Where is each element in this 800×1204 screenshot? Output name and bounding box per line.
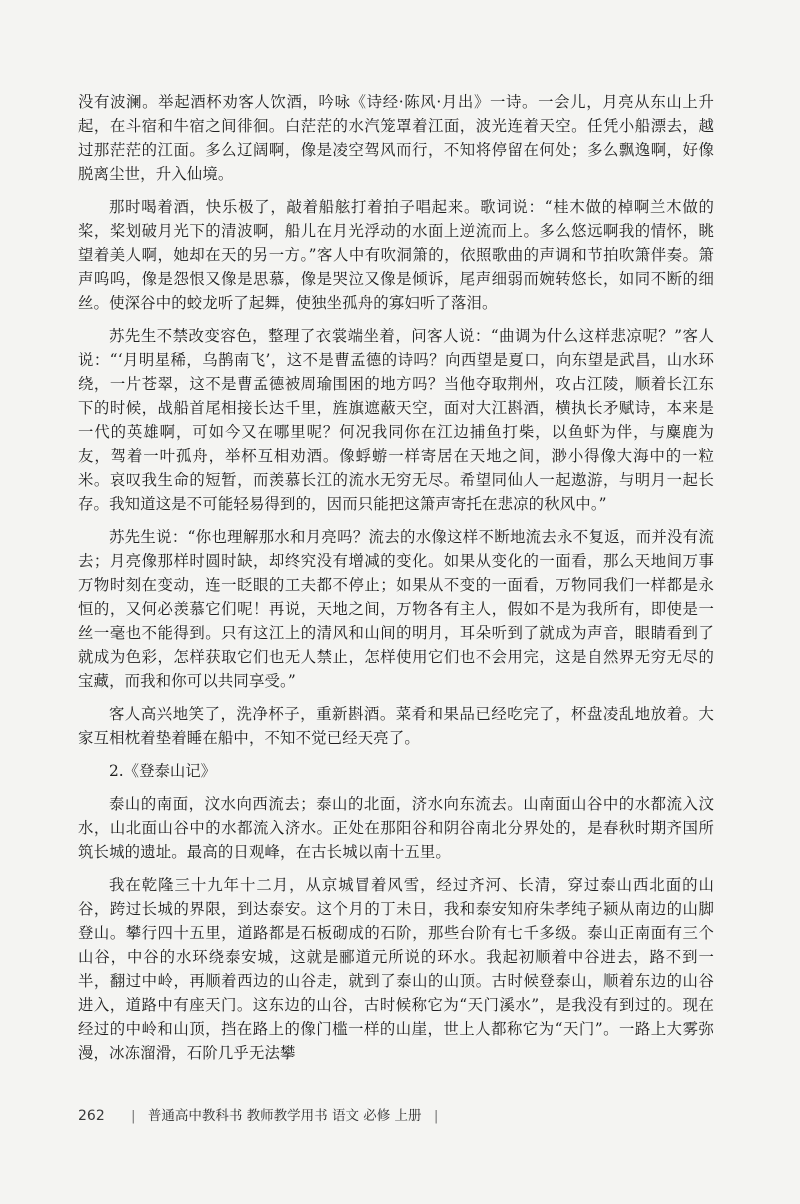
page-footer — [78, 1104, 446, 1124]
paragraph: 我在乾隆三十九年十二月，从京城冒着风雪，经过齐河、长清，穿过泰山西北面的山谷，跨过长城的界限，到达泰安。这个月的丁未日，我和泰安知府朱孝纯子颍从南边的山脚登山。攀行四十五里，道路都是石板砌成的石阶，那些台阶有七千多级。泰山正南面有三个山谷，中谷的水环绕泰安城，这就是郦道元所说的环水。我起初顺着中谷进去，路不到一半，翻过中岭，再顺着西边的山谷走，就到了泰山的山顶。古时候登泰山，顺着东边的山谷进入，道路中有座天门。这东边的山谷，古时候称它为“天门溪水”，是我没有到过的。现在经过的中岭和山顶，挡在路上的像门槛一样的山崖，世上人都称它为“天门”。一路上大雾弥漫，冰冻溜滑，石阶几乎无法攀 — [78, 876, 714, 1062]
paragraph: 没有波澜。举起酒杯劝客人饮酒，吟咏《诗经·陈风·月出》一诗。一会儿，月亮从东山上升起，在斗宿和牛宿之间徘徊。白茫茫的水汽笼罩着江面，波光连着天空。任凭小船漂去，越过那茫茫的江面。多么辽阔啊，像是凌空驾风而行，不知将停留在何处；多么飘逸啊，好像脱离尘世，升入仙境。 — [78, 93, 714, 183]
body-text — [78, 90, 714, 1065]
footer-separator: | — [131, 1108, 136, 1124]
paragraph: 客人高兴地笑了，洗净杯子，重新斟酒。菜肴和果品已经吃完了，杯盘凌乱地放着。大家互相枕着垫着睡在船中，不知不觉已经天亮了。 — [78, 705, 714, 747]
section-heading: 2.《登泰山记》 — [109, 762, 217, 780]
paragraph: 泰山的南面，汶水向西流去；泰山的北面，济水向东流去。山南面山谷中的水都流入汶水，山北面山谷中的水都流入济水。正处在那阳谷和阴谷南北分界处的，是春秋时期齐国所筑长城的遗址。最高的日观峰，在古长城以南十五里。 — [78, 795, 714, 861]
paragraph: 苏先生不禁改变容色，整理了衣裳端坐着，问客人说：“曲调为什么这样悲凉呢？”客人说：“‘月明星稀，乌鹊南飞’，这不是曹孟德的诗吗？向西望是夏口，向东望是武昌，山水环绕，一片苍翠，这不是曹孟德被周瑜围困的地方吗？当他夺取荆州，攻占江陵，顺着长江东下的时候，战船首尾相接长达千里，旌旗遮蔽天空，面对大江斟酒，横执长矛赋诗，本来是一代的英雄啊，可如今又在哪里呢？何况我同你在江边捕鱼打柴，以鱼虾为伴，与麋鹿为友，驾着一叶孤舟，举杯互相劝酒。像蜉蝣一样寄居在天地之间，渺小得像大海中的一粒米。哀叹我生命的短暂，而羡慕长江的流水无穷无尽。希望同仙人一起遨游，与明月一起长存。我知道这是不可能轻易得到的，因而只能把这箫声寄托在悲凉的秋风中。” — [78, 327, 714, 513]
paragraph: 那时喝着酒，快乐极了，敲着船舷打着拍子唱起来。歌词说：“桂木做的棹啊兰木做的桨，桨划破月光下的清波啊，船儿在月光浮动的水面上逆流而上。多么悠远啊我的情怀，眺望着美人啊，她却在天的另一方。”客人中有吹洞箫的，依照歌曲的声调和节拍吹箫伴奏。箫声呜呜，像是怨恨又像是思慕，像是哭泣又像是倾诉，尾声细弱而婉转悠长，如同不断的细丝。使深谷中的蛟龙听了起舞，使独坐孤舟的寡妇听了落泪。 — [78, 198, 714, 312]
book-series-title: 普通高中教科书 教师教学用书 语文 必修 上册 — [147, 1108, 422, 1124]
footer-end-separator: | — [433, 1108, 439, 1124]
page-number: 262 — [78, 1108, 105, 1124]
paragraph: 苏先生说：“你也理解那水和月亮吗？流去的水像这样不断地流去永不复返，而并没有流去；月亮像那样时圆时缺，却终究没有增减的变化。如果从变化的一面看，那么天地间万事万物时刻在变动，连一眨眼的工夫都不停止；如果从不变的一面看，万物同我们一样都是永恒的，又何必羡慕它们呢！再说，天地之间，万物各有主人，假如不是为我所有，即使是一丝一毫也不能得到。只有这江上的清风和山间的明月，耳朵听到了就成为声音，眼睛看到了就成为色彩，怎样获取它们也无人禁止，怎样使用它们也不会用完，这是自然界无穷无尽的宝藏，而我和你可以共同享受。” — [78, 528, 714, 690]
